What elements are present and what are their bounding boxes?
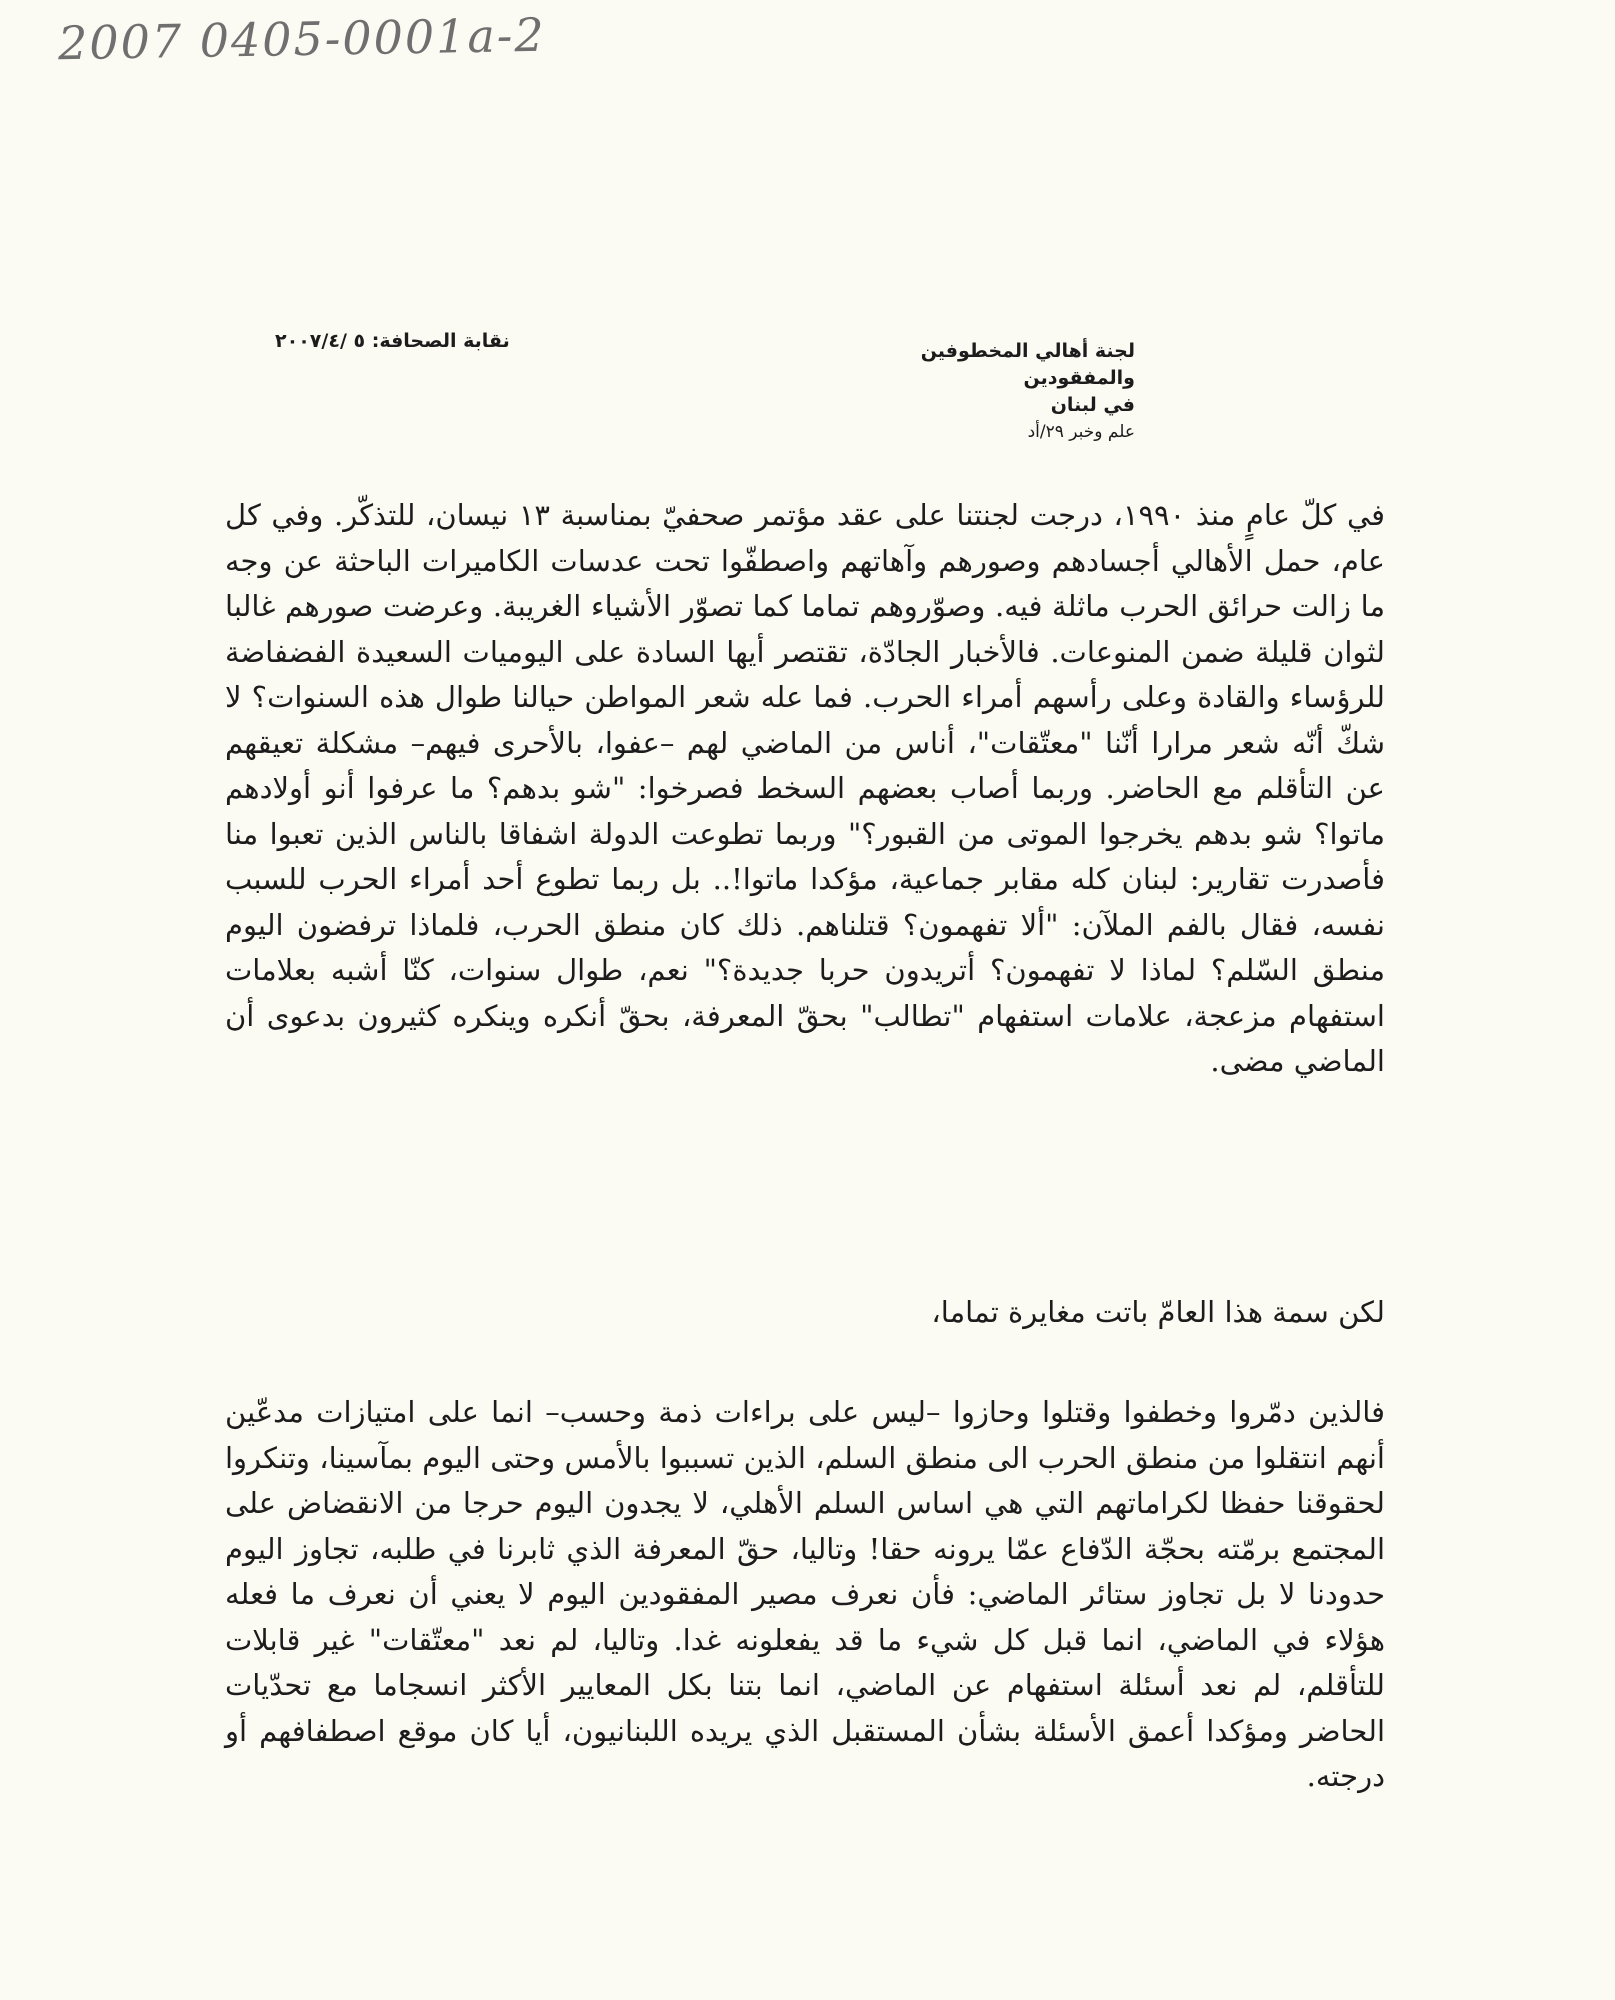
paragraph-1: في كلّ عامٍ منذ ١٩٩٠، درجت لجنتنا على عقد مؤتمر صحفيّ بمناسبة ١٣ نيسان، للتذكّر. وفي كل عام، حمل الأهالي أجسادهم وصورهم وآهاتهم واصطفّوا تحت عدسات الكاميرات الباحثة عن وجه ما زالت حرائق الحرب ماثلة فيه. وصوّروهم تماما كما تصوّر الأشياء الغريبة. وعرضت صورهم غالبا لثوان قليلة ضمن المنوعات. فالأخبار الجادّة، تقتصر أيها السادة على اليوميات السعيدة الفضفاضة للرؤساء والقادة وعلى رأسهم أمراء الحرب. فما عله شعر المواطن حيالنا طوال هذه السنوات؟ لا شكّ أنّه شعر مرارا أنّنا "معتّقات"، أناس من الماضي لهم –عفوا، بالأحرى فيهم– مشكلة تعيقهم عن التأقلم مع الحاضر. وربما أصاب بعضهم السخط فصرخوا: "شو بدهم؟ ما عرفوا أنو أولادهم ماتوا؟ شو بدهم يخرجوا الموتى من القبور؟" وربما تطوعت الدولة اشفاقا بالناس الذين تعبوا منا فأصدرت تقارير: لبنان كله مقابر جماعية، مؤكدا ماتوا!.. بل ربما تطوع أحد أمراء الحرب للسبب نفسه، فقال بالفم الملآن: "ألا تفهمون؟ قتلناهم. ذلك كان منطق الحرب، فلماذا ترفضون اليوم منطق السّلم؟ لماذا لا تفهمون؟ أتريدون حربا جديدة؟" نعم، طوال سنوات، كنّا أشبه بعلامات استفهام مزعجة، علامات استفهام "تطالب" بحقّ المعرفة، بحقّ أنكره وينكره كثيرون بدعوى أن الماضي مضى. xyxy=(225,498,1385,1078)
registration-reference: علم وخبر ٢٩/أد xyxy=(1027,422,1135,442)
organization-name: لجنة أهالي المخطوفين والمفقودين xyxy=(920,340,1135,389)
paragraph-3: فالذين دمّروا وخطفوا وقتلوا وحازوا –ليس على براءات ذمة وحسب– انما على امتيازات مدعّين أنهم انتقلوا من منطق الحرب الى منطق السلم، الذين تسببوا بالأمس وحتى اليوم بمآسينا، وتنكروا لحقوقنا حفظا لكراماتهم التي هي اساس السلم الأهلي، لا يجدون اليوم حرجا من الانقضاض على المجتمع برمّته بحجّة الدّفاع عمّا يرونه حقا! وتاليا، حقّ المعرفة الذي ثابرنا في طلبه، تجاوز اليوم حدودنا لا بل تجاوز ستائر الماضي: فأن نعرف مصير المفقودين اليوم لا يعني أن نعرف ما فعله هؤلاء في الماضي، انما قبل كل شيء ما قد يفعلونه غدا. وتاليا، لم نعد "معتّقات" غير قابلات للتأقلم، لم نعد أسئلة استفهام عن الماضي، انما بتنا بكل المعايير الأكثر انسجاما مع تحدّيات الحاضر ومؤكدا أعمق الأسئلة بشأن المستقبل الذي يريده اللبنانيون، أيا كان موقع اصطفافهم أو درجته. xyxy=(225,1395,1385,1793)
venue-date: نقابة الصحافة: ٥ /٢٠٠٧/٤ xyxy=(275,330,510,352)
organization-header xyxy=(815,338,1135,445)
organization-country: في لبنان xyxy=(1050,394,1135,416)
handwritten-reference-number: 2007 0405-0001a-2 xyxy=(57,7,547,71)
paragraph-2: لكن سمة هذا العامّ باتت مغايرة تماما، xyxy=(931,1295,1385,1329)
